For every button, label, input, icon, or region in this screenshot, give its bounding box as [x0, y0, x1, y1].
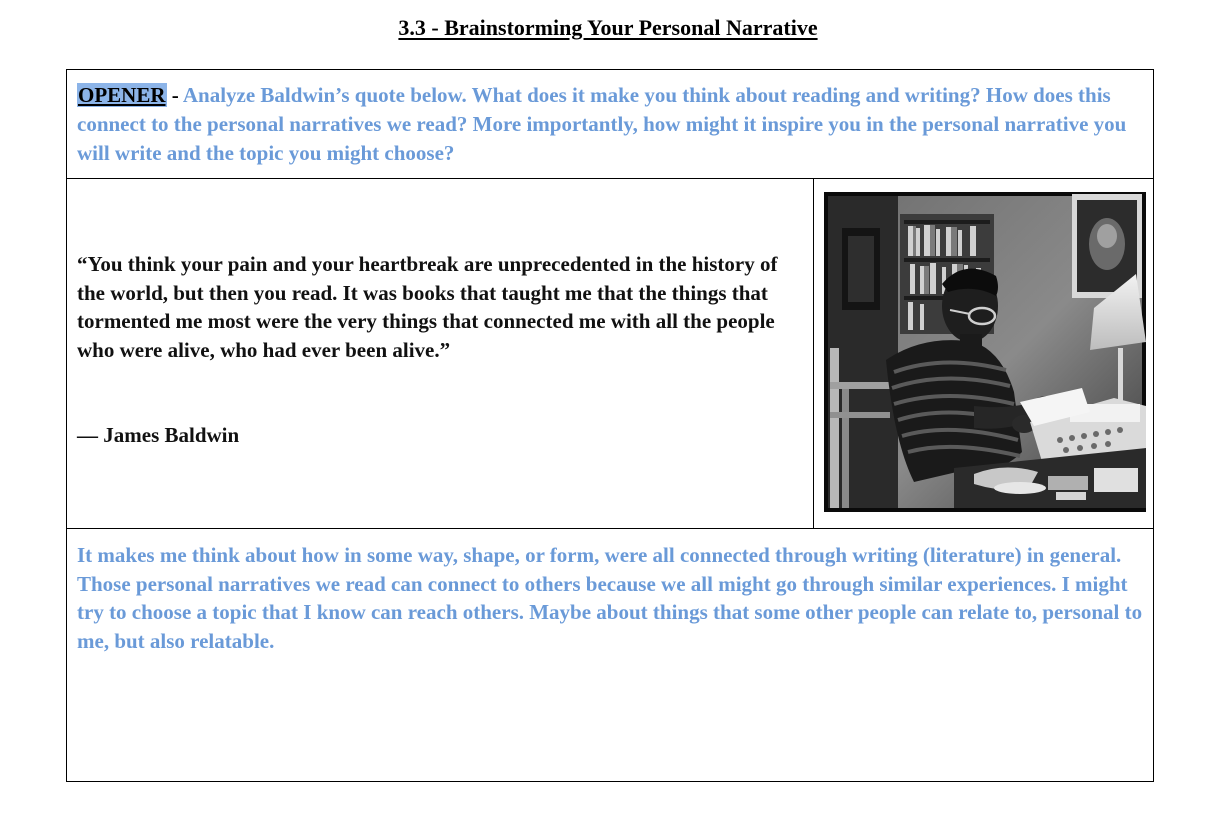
document-title: 3.3 - Brainstorming Your Personal Narrative: [398, 15, 818, 40]
quote-row: [67, 179, 1153, 529]
opener-prompt: Analyze Baldwin’s quote below. What does it make you think about reading and writing? How does this connect to the personal narratives we read? More importantly, how might it inspire you in the personal narrative you will write and the topic you might choose?: [77, 83, 1127, 165]
baldwin-quote: “You think your pain and your heartbreak are unprecedented in the history of the world, but then you read. It was books that taught me that the things that tormented me most were the very things that connected me with all the people who were alive, who had ever been alive.”: [77, 252, 778, 362]
answer-row: [67, 529, 1153, 781]
student-answer: It makes me think about how in some way, shape, or form, were all connected through writing (literature) in general. Those personal narratives we read can connect to others because we all might go through similar experiences. I might try to choose a topic that I know can reach others. Maybe about things that some other people can relate to, personal to me, but also relatable.: [77, 543, 1143, 653]
worksheet-table: [66, 69, 1154, 782]
opener-label: OPENER: [78, 83, 166, 107]
opener-row: [67, 70, 1153, 179]
quote-cell: [67, 179, 814, 528]
quote-attribution: — James Baldwin: [77, 423, 240, 447]
opener-separator: -: [166, 83, 183, 107]
baldwin-photo: [824, 192, 1146, 512]
photo-cell: [814, 179, 1153, 528]
opener-paragraph: [77, 81, 1143, 168]
